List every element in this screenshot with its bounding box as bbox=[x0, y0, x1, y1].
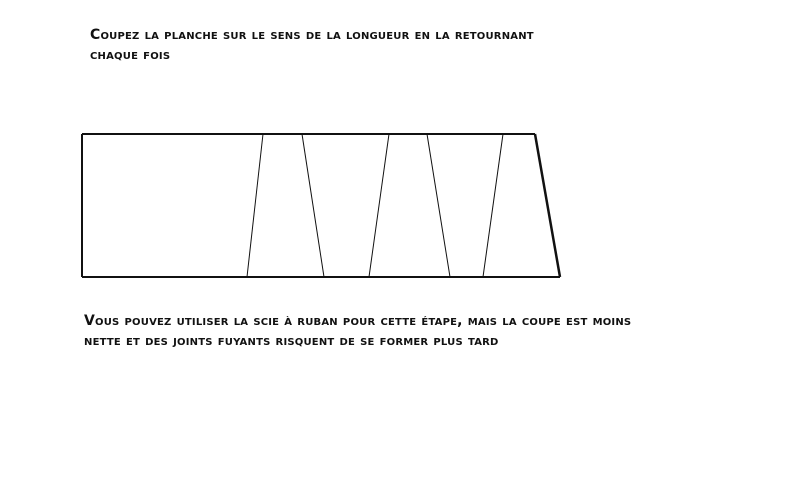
cut-line-2 bbox=[302, 134, 324, 277]
cut-line-5 bbox=[483, 134, 503, 277]
cut-line-4 bbox=[427, 134, 450, 277]
board-angled-end bbox=[535, 134, 560, 277]
cut-line-1 bbox=[247, 134, 263, 277]
cutting-instruction: Coupez la planche sur le sens de la longueur en la retournant chaque fois bbox=[90, 27, 534, 63]
band-saw-note: Vous pouvez utiliser la scie à ruban pour cette étape, mais la coupe est moins nette et des joints fuyants risquent de se former plus tard bbox=[84, 313, 632, 349]
cut-lines bbox=[247, 134, 503, 277]
cut-line-3 bbox=[369, 134, 389, 277]
